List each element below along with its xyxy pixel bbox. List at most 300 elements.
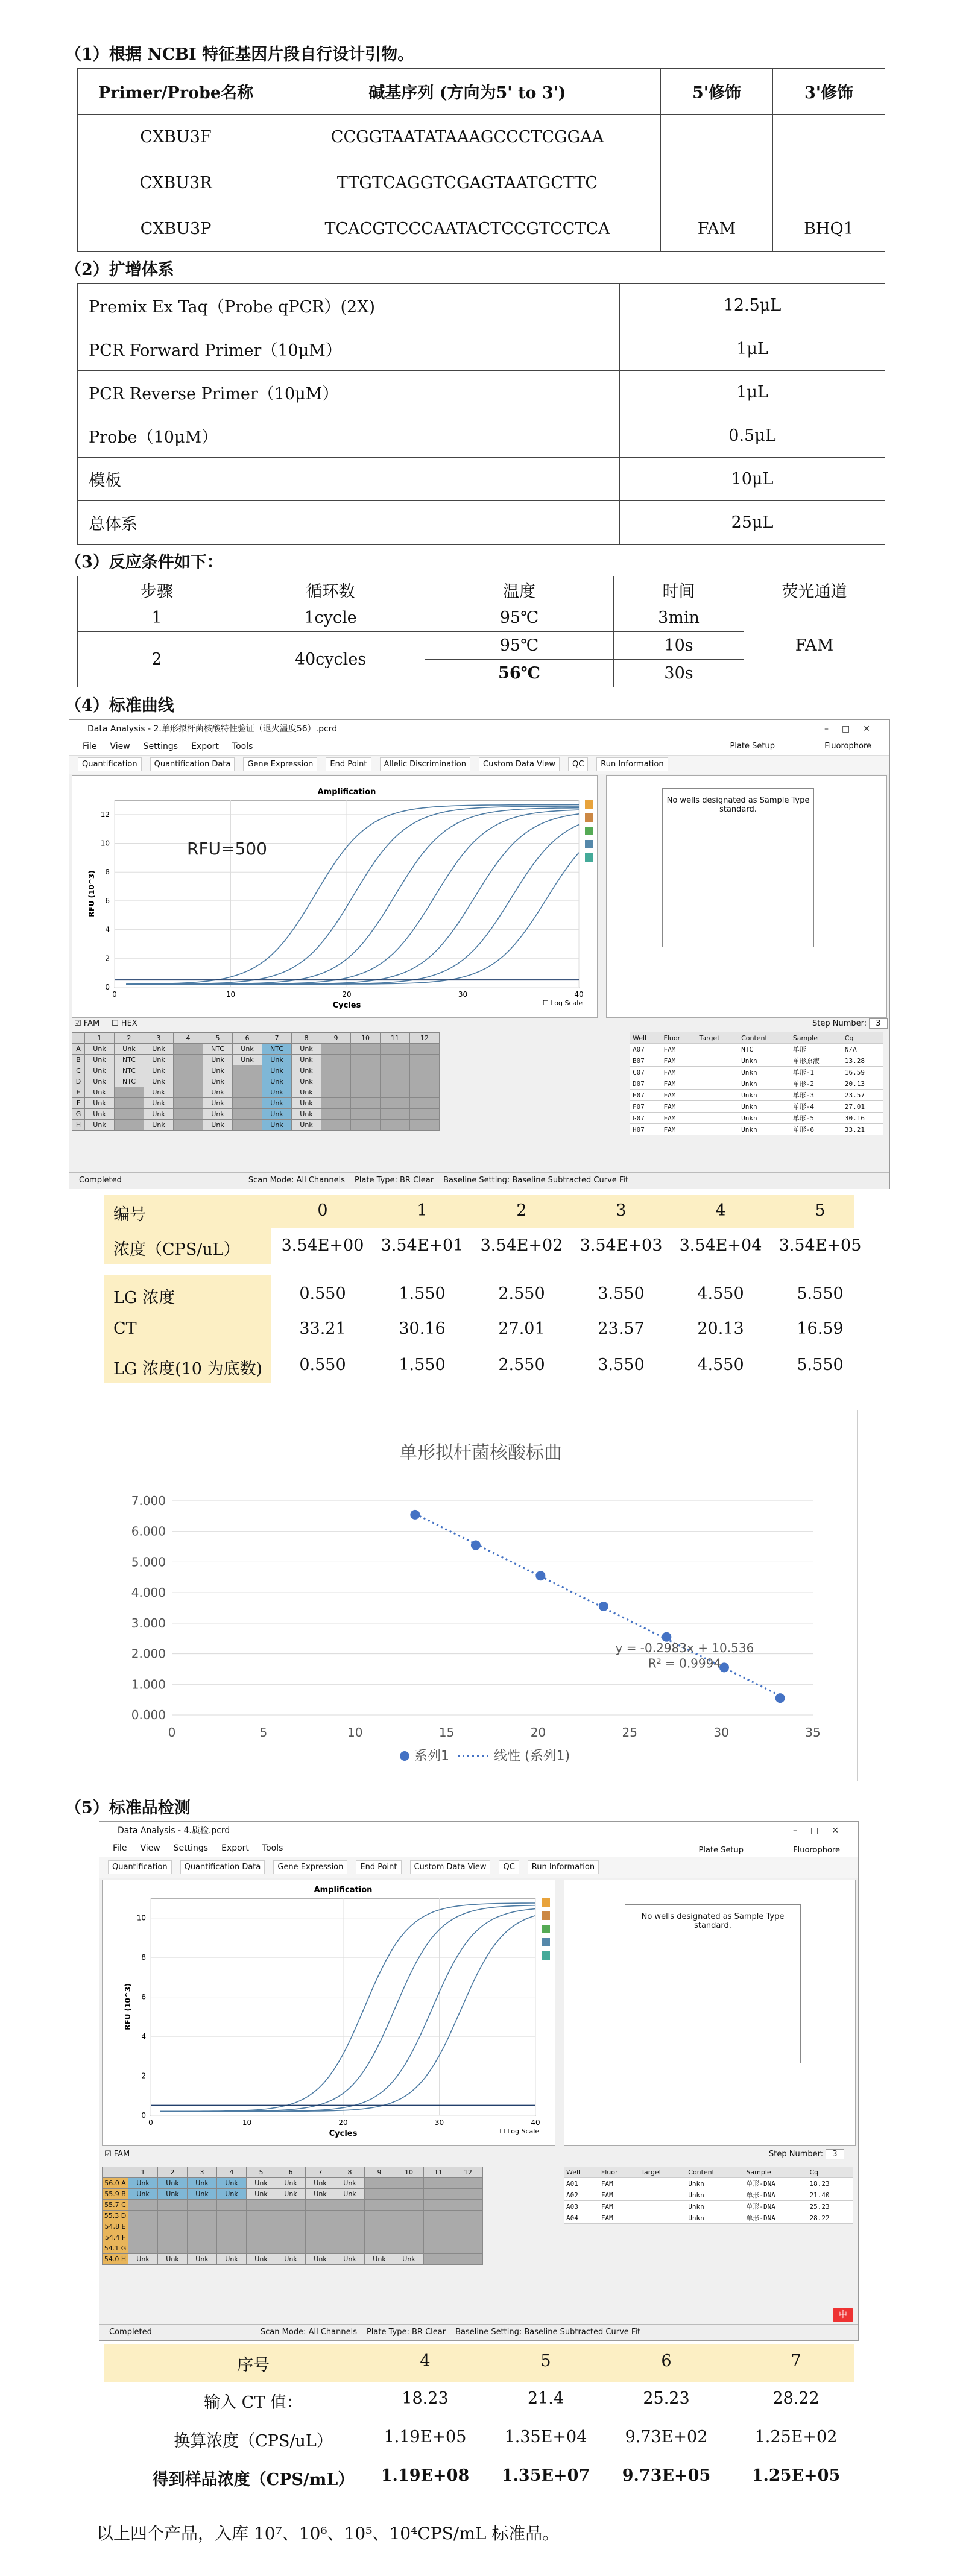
plate-well[interactable] [394, 2221, 424, 2232]
plate-well[interactable] [158, 2211, 188, 2221]
plate-well[interactable] [306, 2211, 335, 2221]
plate-well[interactable] [276, 2232, 306, 2243]
well-list-cell: Unkn [739, 1067, 791, 1078]
plate-well[interactable] [365, 2200, 394, 2211]
plate-well[interactable] [174, 1055, 203, 1065]
plate-well[interactable] [351, 1044, 381, 1055]
menu-bar [99, 1840, 858, 1857]
plate-well[interactable] [233, 1120, 262, 1131]
plate-well[interactable] [410, 1098, 440, 1109]
plate-well[interactable]: Unk [85, 1109, 115, 1120]
plate-well[interactable]: Unk [292, 1120, 321, 1131]
menu-file[interactable]: File [83, 742, 97, 751]
plate-well[interactable] [365, 2232, 394, 2243]
plate-well[interactable] [351, 1109, 381, 1120]
plate-well[interactable]: Unk [144, 1109, 174, 1120]
plate-well[interactable]: Unk [158, 2178, 188, 2189]
window-controls[interactable]: –□✕ [824, 724, 883, 734]
plate-well[interactable]: Unk [262, 1065, 292, 1076]
plate-well[interactable]: Unk [217, 2254, 247, 2265]
plate-well[interactable] [410, 1044, 440, 1055]
plate-well[interactable]: Unk [217, 2178, 247, 2189]
window-controls[interactable]: –□✕ [793, 1826, 852, 1836]
plate-well[interactable]: Unk [85, 1065, 115, 1076]
plate-well[interactable] [365, 2221, 394, 2232]
amplification-chart [72, 776, 597, 1017]
plate-well[interactable]: Unk [144, 1087, 174, 1098]
plate-well[interactable] [453, 2254, 483, 2265]
plate-well[interactable] [217, 2211, 247, 2221]
plate-well[interactable] [174, 1044, 203, 1055]
plate-well[interactable] [453, 2178, 483, 2189]
plate-well[interactable] [424, 2211, 453, 2221]
toolbar-icon [585, 813, 593, 822]
plate-well[interactable] [410, 1055, 440, 1065]
plate-well[interactable]: Unk [335, 2178, 365, 2189]
tab-qc[interactable]: QC [568, 757, 588, 771]
plate-well[interactable]: Unk [262, 1098, 292, 1109]
cond-cell: 2 [78, 632, 236, 687]
plate-well[interactable] [424, 2189, 453, 2200]
well-list-cell [696, 1113, 739, 1124]
plate-well[interactable]: Unk [262, 1076, 292, 1087]
primer-header-name: Primer/Probe名称 [78, 69, 274, 115]
plate-well[interactable] [128, 2200, 158, 2211]
well-list-row[interactable] [630, 1124, 883, 1135]
plate-well[interactable] [410, 1065, 440, 1076]
plate-well[interactable]: Unk [128, 2178, 158, 2189]
plate-well[interactable]: Unk [188, 2189, 217, 2200]
plate-well[interactable]: Unk [335, 2189, 365, 2200]
plate-well[interactable]: Unk [128, 2189, 158, 2200]
plate-well[interactable] [335, 2243, 365, 2254]
plate-well[interactable] [188, 2200, 217, 2211]
well-list-cell: 单形-DNA [744, 2189, 807, 2201]
plate-well[interactable]: Unk [365, 2254, 394, 2265]
plate-well[interactable] [128, 2211, 158, 2221]
plate-well[interactable]: Unk [85, 1044, 115, 1055]
plate-well[interactable] [217, 2243, 247, 2254]
plate-well[interactable]: Unk [188, 2178, 217, 2189]
plate-well[interactable]: NTC [262, 1044, 292, 1055]
well-list-cell: 21.40 [807, 2189, 853, 2201]
plate-well[interactable] [174, 1065, 203, 1076]
plate-well[interactable]: Unk [262, 1109, 292, 1120]
x-tick-label: 25 [622, 1725, 638, 1740]
amp-xlabel: Cycles [329, 2129, 358, 2138]
plate-well[interactable] [335, 2200, 365, 2211]
well-list-cell [639, 2178, 686, 2189]
data-point [410, 1510, 420, 1520]
tab-quant-data[interactable]: Quantification Data [150, 757, 235, 771]
plate-well[interactable] [335, 2211, 365, 2221]
amp-y-tick: 8 [141, 1953, 146, 1962]
toolbar-icon [542, 1938, 550, 1946]
plate-well[interactable] [217, 2221, 247, 2232]
sample-cell: 1.25E+05 [751, 2466, 841, 2485]
plate-well[interactable]: Unk [292, 1076, 321, 1087]
plate-well[interactable] [276, 2221, 306, 2232]
plate-well[interactable] [188, 2232, 217, 2243]
toolbar-icon [542, 1898, 550, 1907]
plate-well[interactable] [453, 2189, 483, 2200]
plate-well[interactable]: Unk [247, 2254, 276, 2265]
plate-well[interactable] [424, 2232, 453, 2243]
well-list-header[interactable]: Well [564, 2167, 599, 2178]
plate-well[interactable] [128, 2221, 158, 2232]
plate-well[interactable]: Unk [203, 1055, 233, 1065]
plate-well[interactable]: Unk [247, 2189, 276, 2200]
plate-well[interactable] [453, 2221, 483, 2232]
plate-well[interactable] [453, 2243, 483, 2254]
std-cell: 3.550 [598, 1356, 645, 1374]
plate-well[interactable] [351, 1076, 381, 1087]
menu-tools[interactable]: Tools [262, 1843, 283, 1853]
plate-well[interactable] [321, 1055, 351, 1065]
primer-cell: TTGTCAGGTCGAGTAATGCTTC [274, 160, 661, 206]
plate-well[interactable]: Unk [128, 2254, 158, 2265]
plate-well[interactable] [233, 1076, 262, 1087]
plate-well[interactable] [381, 1109, 410, 1120]
plate-well[interactable] [424, 2243, 453, 2254]
well-list-header[interactable]: Cq [807, 2167, 853, 2178]
std-cell: 3 [616, 1201, 627, 1220]
plate-well[interactable] [174, 1109, 203, 1120]
menu-settings[interactable]: Settings [143, 742, 178, 751]
well-list-row[interactable] [564, 2178, 853, 2189]
plate-well[interactable] [410, 1087, 440, 1098]
plate-well[interactable] [410, 1109, 440, 1120]
plate-well[interactable] [351, 1065, 381, 1076]
well-list-cell [639, 2212, 686, 2224]
well-list-header[interactable]: Content [739, 1032, 791, 1044]
plate-well[interactable] [128, 2243, 158, 2254]
grid-col-header: 4 [217, 2167, 247, 2178]
data-point [535, 1571, 545, 1580]
plate-well[interactable] [247, 2232, 276, 2243]
plate-well[interactable] [365, 2211, 394, 2221]
plate-well[interactable]: Unk [144, 1120, 174, 1131]
plate-well[interactable] [247, 2211, 276, 2221]
plate-well[interactable]: NTC [115, 1076, 144, 1087]
tab-custom-data[interactable]: Custom Data View [479, 757, 560, 771]
plate-well[interactable] [381, 1055, 410, 1065]
well-list-header[interactable]: Sample [791, 1032, 842, 1044]
plate-well[interactable]: NTC [203, 1044, 233, 1055]
plate-well[interactable] [381, 1065, 410, 1076]
grid-col-header: 5 [203, 1033, 233, 1044]
cond-header: 时间 [614, 576, 744, 604]
plate-setup-button[interactable]: Plate Setup [730, 742, 775, 751]
plate-well[interactable] [306, 2232, 335, 2243]
toolbar-icon [585, 840, 593, 848]
plate-well[interactable]: Unk [292, 1055, 321, 1065]
menu-tools[interactable]: Tools [232, 742, 253, 751]
plate-well[interactable] [321, 1120, 351, 1131]
plate-well[interactable] [381, 1076, 410, 1087]
plate-well[interactable]: Unk [276, 2178, 306, 2189]
plate-well[interactable] [381, 1098, 410, 1109]
hex-checkbox[interactable]: ☐ HEX [112, 1019, 137, 1028]
plate-well[interactable] [424, 2200, 453, 2211]
plate-well[interactable]: Unk [262, 1055, 292, 1065]
plate-well[interactable] [233, 1098, 262, 1109]
menu-export[interactable]: Export [221, 1843, 249, 1853]
plate-well[interactable] [115, 1109, 144, 1120]
plate-well[interactable] [381, 1044, 410, 1055]
plate-well[interactable] [365, 2189, 394, 2200]
plate-well[interactable] [351, 1098, 381, 1109]
plate-well[interactable] [306, 2200, 335, 2211]
plate-well[interactable] [233, 1087, 262, 1098]
well-list-header[interactable]: Target [696, 1032, 739, 1044]
tab-gene-expression[interactable]: Gene Expression [243, 757, 317, 771]
menu-view[interactable]: View [110, 742, 130, 751]
plate-well[interactable]: Unk [85, 1120, 115, 1131]
fam-checkbox[interactable]: ☑ FAM [74, 1019, 100, 1028]
plate-well[interactable] [276, 2200, 306, 2211]
analysis-window-2 [99, 1821, 859, 2341]
plate-well[interactable] [394, 2232, 424, 2243]
plate-well[interactable] [335, 2232, 365, 2243]
plate-well[interactable] [394, 2211, 424, 2221]
plate-well[interactable]: Unk [292, 1087, 321, 1098]
plate-well[interactable] [306, 2243, 335, 2254]
well-list-header[interactable]: Target [639, 2167, 686, 2178]
plate-well[interactable] [394, 2200, 424, 2211]
plate-well[interactable]: Unk [203, 1076, 233, 1087]
well-list-row[interactable] [630, 1055, 883, 1067]
well-list-row[interactable] [630, 1078, 883, 1090]
menu-view[interactable]: View [140, 1843, 160, 1853]
well-list-cell: F07 [630, 1101, 662, 1113]
plate-well[interactable]: Unk [335, 2254, 365, 2265]
menu-file[interactable]: File [113, 1843, 127, 1853]
plate-well[interactable]: NTC [115, 1065, 144, 1076]
plate-well[interactable] [410, 1120, 440, 1131]
plate-well[interactable] [381, 1120, 410, 1131]
amp-y-tick: 6 [105, 896, 110, 905]
well-list-cell: 27.01 [842, 1101, 883, 1113]
plate-well[interactable] [453, 2211, 483, 2221]
plate-well[interactable]: Unk [203, 1098, 233, 1109]
sample-cell: 1.25E+02 [754, 2428, 838, 2446]
plate-well[interactable] [174, 1087, 203, 1098]
plate-well[interactable]: Unk [233, 1055, 262, 1065]
primer-cell: CXBU3R [78, 160, 274, 206]
well-list-header[interactable]: Well [630, 1032, 662, 1044]
plate-well[interactable] [115, 1087, 144, 1098]
well-list-header[interactable]: Fluor [599, 2167, 639, 2178]
tab-quantification[interactable]: Quantification [108, 1860, 172, 1874]
plate-setup-button[interactable]: Plate Setup [698, 1846, 744, 1855]
plate-well[interactable]: Unk [144, 1055, 174, 1065]
plate-well[interactable] [188, 2211, 217, 2221]
well-list-row[interactable] [630, 1044, 883, 1055]
plate-well[interactable] [351, 1087, 381, 1098]
plate-well[interactable] [394, 2243, 424, 2254]
cond-cell: 56℃ [425, 660, 614, 687]
plate-well[interactable]: NTC [115, 1055, 144, 1065]
plate-well[interactable]: Unk [144, 1076, 174, 1087]
plate-well[interactable] [188, 2243, 217, 2254]
ime-icon[interactable]: 中 [833, 2308, 853, 2322]
plate-well[interactable] [276, 2211, 306, 2221]
plate-well[interactable] [410, 1076, 440, 1087]
plate-well[interactable] [174, 1098, 203, 1109]
menu-settings[interactable]: Settings [173, 1843, 209, 1853]
well-list-header[interactable]: Fluor [662, 1032, 697, 1044]
plate-well[interactable]: Unk [262, 1120, 292, 1131]
plate-well[interactable] [365, 2178, 394, 2189]
sample-cell: 21.4 [527, 2389, 564, 2408]
amp-x-tick: 10 [242, 2118, 252, 2127]
plate-well[interactable]: Unk [144, 1044, 174, 1055]
amp-cell: 12.5μL [620, 284, 885, 327]
plate-well[interactable] [365, 2243, 394, 2254]
well-list-row[interactable] [564, 2212, 853, 2224]
well-list-cell: FAM [599, 2212, 639, 2224]
plate-well[interactable]: Unk [203, 1087, 233, 1098]
plate-well[interactable] [115, 1120, 144, 1131]
plate-well[interactable]: Unk [233, 1044, 262, 1055]
well-list-header[interactable]: Cq [842, 1032, 883, 1044]
plate-well[interactable] [174, 1120, 203, 1131]
plate-well[interactable] [233, 1109, 262, 1120]
plate-well[interactable] [351, 1055, 381, 1065]
plate-well[interactable]: Unk [144, 1065, 174, 1076]
plate-well[interactable]: Unk [292, 1065, 321, 1076]
tab-custom-data[interactable]: Custom Data View [410, 1860, 491, 1874]
plate-well[interactable] [158, 2243, 188, 2254]
plate-well[interactable]: Unk [394, 2254, 424, 2265]
plate-well[interactable] [321, 1098, 351, 1109]
plate-well[interactable] [233, 1065, 262, 1076]
well-list-header[interactable]: Sample [744, 2167, 807, 2178]
plate-well[interactable]: Unk [306, 2189, 335, 2200]
tab-quantification[interactable]: Quantification [78, 757, 142, 771]
fluorophore-select[interactable]: Fluorophore [793, 1846, 840, 1855]
plate-well[interactable] [321, 1109, 351, 1120]
tab-end-point[interactable]: End Point [326, 757, 371, 771]
plate-well[interactable]: Unk [85, 1098, 115, 1109]
well-list-cell: 单形-5 [791, 1113, 842, 1124]
plate-well[interactable] [217, 2200, 247, 2211]
plate-well[interactable] [424, 2221, 453, 2232]
plate-well[interactable] [158, 2221, 188, 2232]
plate-well[interactable]: Unk [158, 2254, 188, 2265]
plate-well[interactable] [247, 2221, 276, 2232]
plate-well[interactable] [394, 2178, 424, 2189]
tab-quant-data[interactable]: Quantification Data [180, 1860, 265, 1874]
tab-run-info[interactable]: Run Information [528, 1860, 599, 1874]
plate-well[interactable] [381, 1087, 410, 1098]
plate-well[interactable] [424, 2254, 453, 2265]
tab-allelic[interactable]: Allelic Discrimination [380, 757, 471, 771]
grid-col-header: 7 [262, 1033, 292, 1044]
plate-well[interactable] [217, 2232, 247, 2243]
well-list-cell: 18.23 [807, 2178, 853, 2189]
plate-well[interactable] [335, 2221, 365, 2232]
plate-well[interactable] [321, 1044, 351, 1055]
plate-well[interactable]: Unk [188, 2254, 217, 2265]
menu-export[interactable]: Export [191, 742, 219, 751]
plate-well[interactable]: Unk [85, 1076, 115, 1087]
well-list-row[interactable] [630, 1113, 883, 1124]
plate-well[interactable]: Unk [247, 2178, 276, 2189]
plate-well[interactable]: Unk [276, 2189, 306, 2200]
plate-well[interactable]: Unk [203, 1120, 233, 1131]
plate-well[interactable] [321, 1087, 351, 1098]
plate-well[interactable] [247, 2200, 276, 2211]
plate-well[interactable]: Unk [306, 2254, 335, 2265]
std-cell: 33.21 [299, 1319, 346, 1338]
plate-well[interactable] [174, 1076, 203, 1087]
fam-checkbox[interactable]: ☑ FAM [104, 2150, 130, 2159]
plate-well[interactable]: Unk [203, 1065, 233, 1076]
plate-well[interactable] [128, 2232, 158, 2243]
plate-well[interactable] [453, 2200, 483, 2211]
plate-well[interactable]: Unk [292, 1109, 321, 1120]
plate-well[interactable] [276, 2243, 306, 2254]
amp-y-tick: 4 [141, 2032, 146, 2041]
std-cell: 20.13 [697, 1319, 744, 1338]
std-cell: 4 [715, 1201, 726, 1220]
tab-run-info[interactable]: Run Information [596, 757, 668, 771]
plate-well[interactable] [247, 2243, 276, 2254]
plate-well[interactable]: Unk [115, 1044, 144, 1055]
plate-well[interactable] [321, 1065, 351, 1076]
well-list-cell [696, 1044, 739, 1055]
plate-well[interactable]: Unk [203, 1109, 233, 1120]
plate-well[interactable]: Unk [292, 1098, 321, 1109]
tab-end-point[interactable]: End Point [356, 1860, 401, 1874]
well-list-cell: FAM [662, 1067, 697, 1078]
plate-well[interactable]: Unk [292, 1044, 321, 1055]
plate-well[interactable]: Unk [306, 2178, 335, 2189]
well-list-row[interactable] [630, 1067, 883, 1078]
grid-col-header: 9 [321, 1033, 351, 1044]
well-list-cell: NTC [739, 1044, 791, 1055]
well-list-header[interactable]: Content [686, 2167, 744, 2178]
plate-well[interactable]: Unk [158, 2189, 188, 2200]
plate-well[interactable]: Unk [217, 2189, 247, 2200]
plate-well[interactable]: Unk [144, 1098, 174, 1109]
plate-well[interactable] [115, 1098, 144, 1109]
plate-well[interactable]: Unk [85, 1087, 115, 1098]
plate-well[interactable] [158, 2200, 188, 2211]
plate-well[interactable] [453, 2232, 483, 2243]
plate-well[interactable] [321, 1076, 351, 1087]
tab-qc[interactable]: QC [499, 1860, 519, 1874]
plate-well[interactable]: Unk [262, 1087, 292, 1098]
fluorophore-select[interactable]: Fluorophore [824, 742, 871, 751]
plate-well[interactable] [394, 2189, 424, 2200]
well-list-row[interactable] [630, 1090, 883, 1101]
well-list-row[interactable] [564, 2201, 853, 2212]
plate-well[interactable] [424, 2178, 453, 2189]
plate-well[interactable] [158, 2232, 188, 2243]
plate-well[interactable] [306, 2221, 335, 2232]
amp-x-tick: 30 [434, 2118, 444, 2127]
plate-well[interactable]: Unk [85, 1055, 115, 1065]
well-list-row[interactable] [630, 1101, 883, 1113]
tab-gene-expression[interactable]: Gene Expression [273, 1860, 347, 1874]
plate-well[interactable] [351, 1120, 381, 1131]
well-list-row[interactable] [564, 2189, 853, 2201]
plate-well[interactable]: Unk [276, 2254, 306, 2265]
plate-well[interactable] [188, 2221, 217, 2232]
